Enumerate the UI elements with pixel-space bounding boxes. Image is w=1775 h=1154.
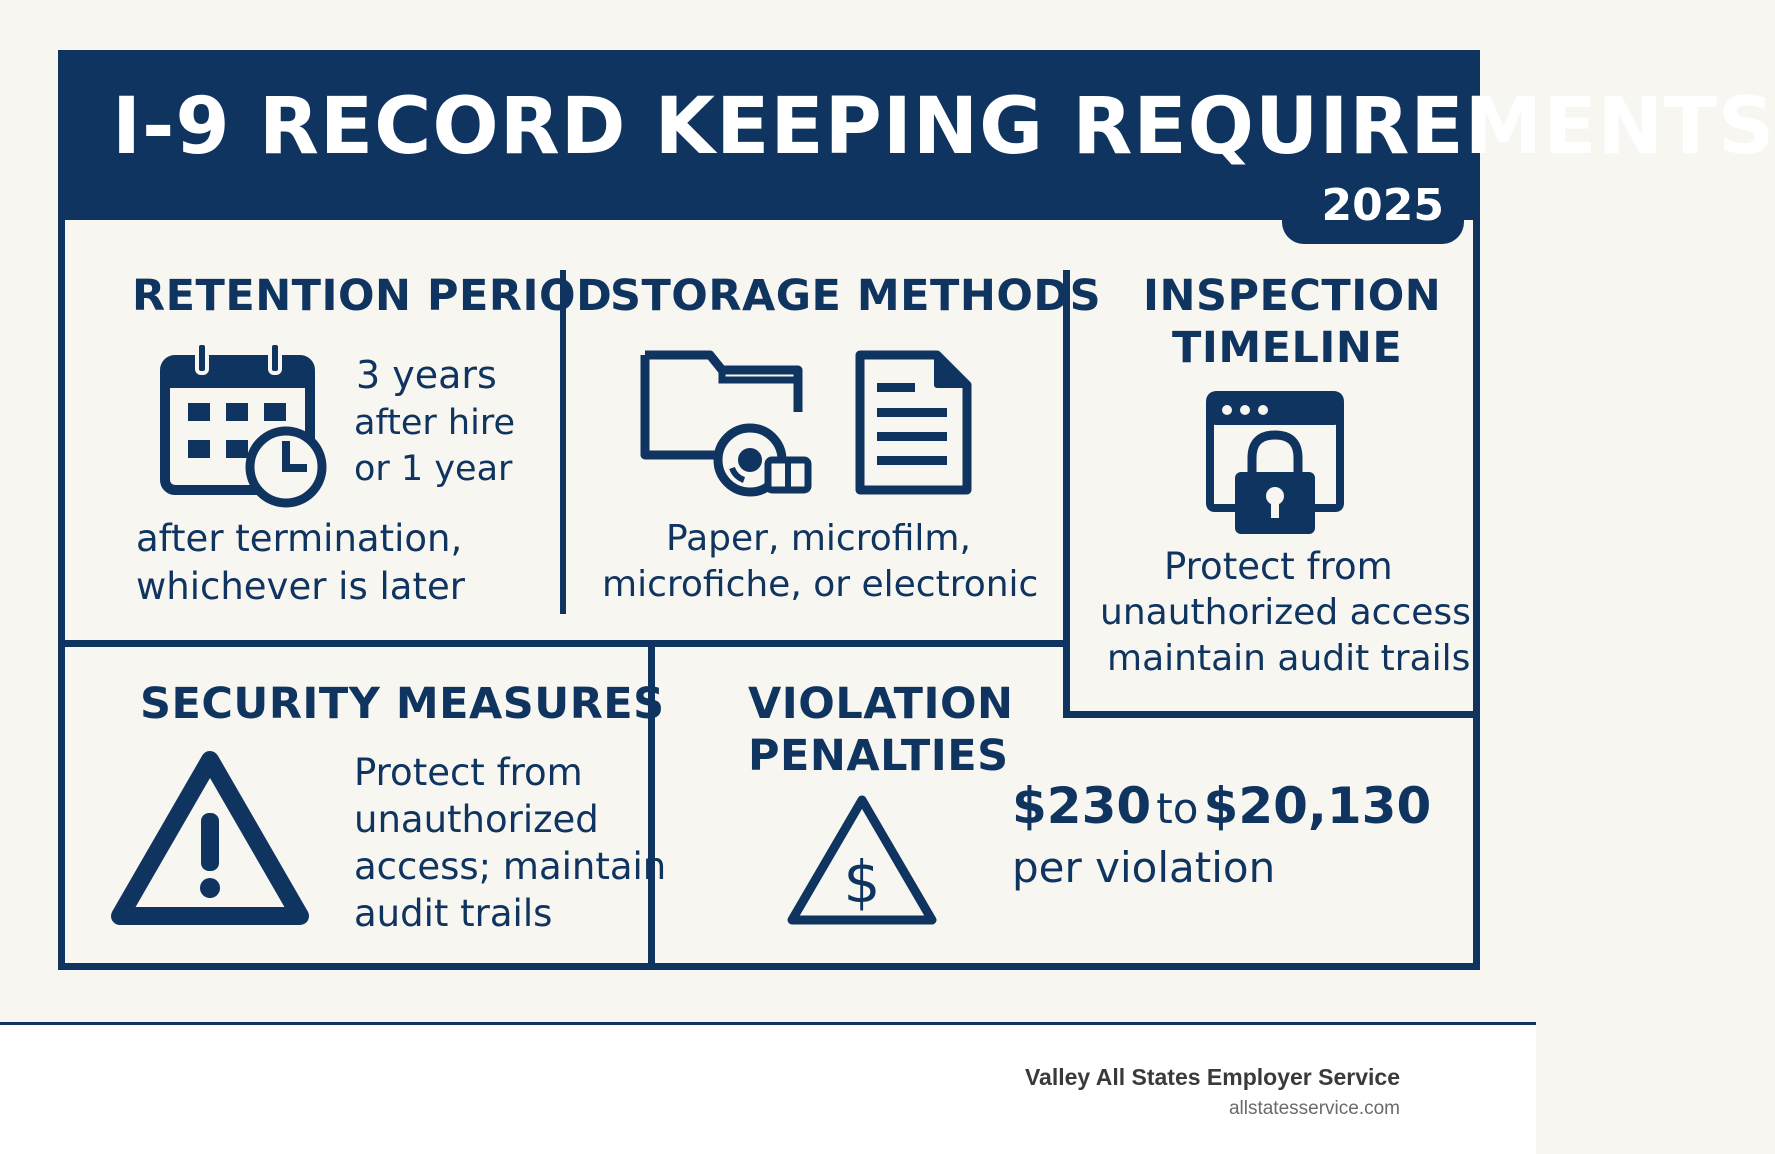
violation-heading-1: VIOLATION xyxy=(748,679,1014,729)
security-text-3: access; maintain xyxy=(354,845,667,888)
retention-text-3: or 1 year xyxy=(354,449,513,489)
penalty-max: $20,130 xyxy=(1203,777,1432,835)
inspection-heading-1: INSPECTION xyxy=(1143,271,1442,321)
company-name: Valley All States Employer Service xyxy=(1024,1064,1400,1090)
divider-storage-inspection xyxy=(1063,270,1070,718)
penalty-per: per violation xyxy=(1012,843,1276,892)
storage-heading: STORAGE METHODS xyxy=(610,271,1102,321)
svg-text:$: $ xyxy=(843,848,881,916)
divider-top-row xyxy=(58,640,1068,647)
folder-disc-icon xyxy=(640,350,820,500)
page-title: I-9 RECORD KEEPING REQUIREMENTS xyxy=(112,82,1775,172)
retention-text-2: after hire xyxy=(354,403,515,443)
frame-bottom-border xyxy=(58,963,1480,970)
browser-lock-icon xyxy=(1205,390,1345,535)
penalty-to: to xyxy=(1156,784,1199,833)
security-heading: SECURITY MEASURES xyxy=(140,679,665,729)
security-text-1: Protect from xyxy=(354,751,583,794)
inspection-heading-2: TIMELINE xyxy=(1172,323,1403,373)
retention-text-4: after termination, xyxy=(136,517,463,560)
year-badge: 2025 xyxy=(1321,180,1444,231)
frame-left-border xyxy=(58,220,65,970)
penalty-range xyxy=(1012,776,1431,848)
violation-heading-2: PENALTIES xyxy=(748,731,1009,781)
inspection-text-1: Protect from xyxy=(1164,545,1393,588)
retention-text-1: 3 years xyxy=(356,353,497,397)
security-text-4: audit trails xyxy=(354,892,553,935)
storage-text-1: Paper, microfilm, xyxy=(666,518,971,559)
inspection-text-3: maintain audit trails xyxy=(1107,638,1471,679)
website-link[interactable]: allstatesservice.com xyxy=(1228,1098,1400,1119)
document-icon xyxy=(855,350,975,500)
inspection-text-2: unauthorized access; xyxy=(1100,592,1484,633)
warning-icon xyxy=(110,748,310,930)
storage-text-2: microfiche, or electronic xyxy=(602,564,1039,605)
security-text-2: unauthorized xyxy=(354,798,599,841)
retention-heading: RETENTION PERIOD xyxy=(132,271,613,321)
retention-text-5: whichever is later xyxy=(136,565,465,608)
dollar-warning-icon xyxy=(786,792,938,930)
divider-inspection-bottom xyxy=(1063,711,1480,718)
penalty-min: $230 xyxy=(1012,777,1152,835)
calendar-clock-icon xyxy=(160,340,330,510)
